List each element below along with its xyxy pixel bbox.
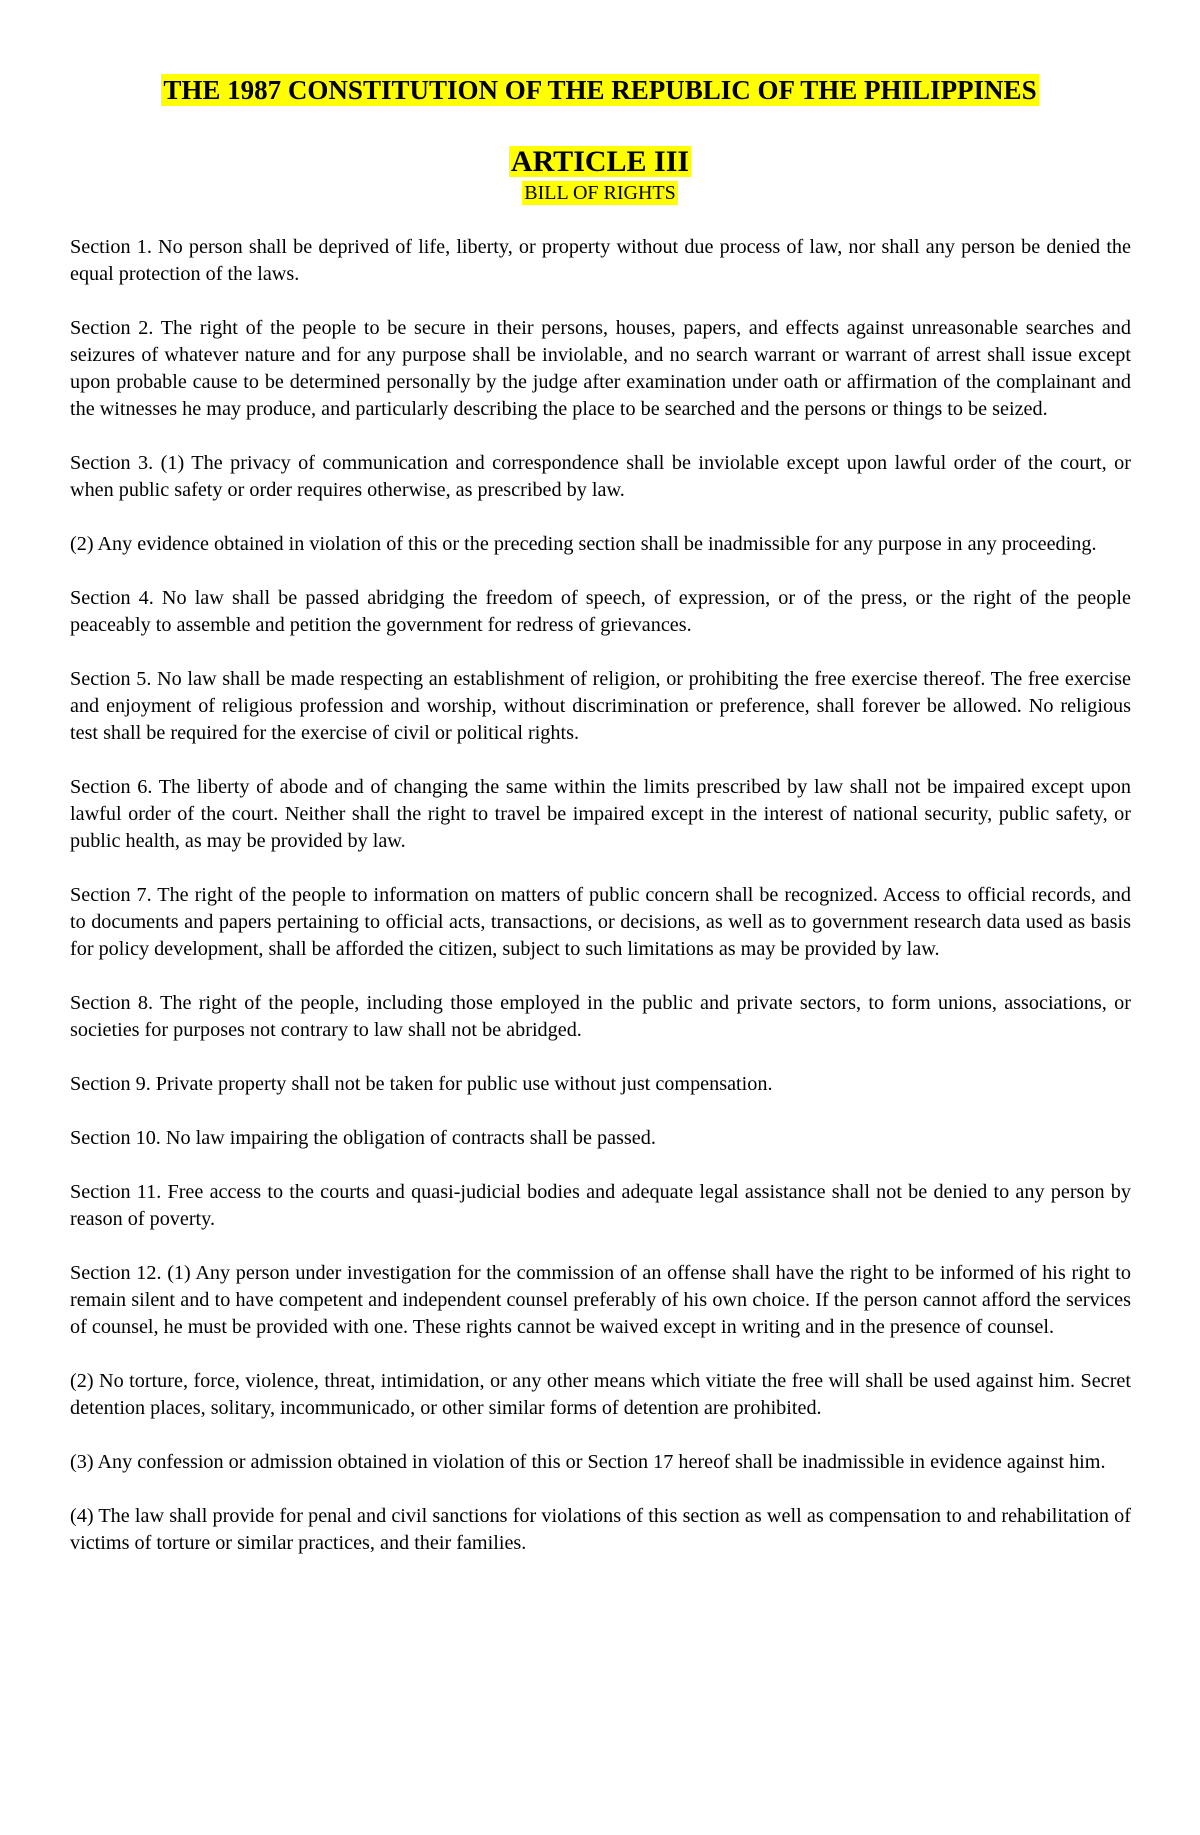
paragraph-section-12-3: (3) Any confession or admission obtained in violation of this or Section 17 hereof shall be inadmissible in evidence against him. bbox=[70, 1451, 1106, 1473]
paragraph-section-8: Section 8. The right of the people, including those employed in the public and private sectors, to form unions, associations, or societies for purposes not contrary to law shall not be abridged. bbox=[70, 992, 1131, 1041]
article-heading: ARTICLE III bbox=[510, 145, 690, 178]
paragraph-section-12-1: Section 12. (1) Any person under investigation for the commission of an offense shall have the right to be informed of his right to remain silent and to have competent and independent counsel preferably of his own choice. If the person cannot afford the services of counsel, he must be provided with one. These rights cannot be waived except in writing and in the presence of counsel. bbox=[70, 1262, 1131, 1338]
document-title: THE 1987 CONSTITUTION OF THE REPUBLIC OF THE PHILIPPINES bbox=[163, 75, 1037, 105]
paragraph-section-12-2: (2) No torture, force, violence, threat, intimidation, or any other means which vitiate the free will shall be used against him. Secret detention places, solitary, incommunicado, or other similar forms of detention are prohibited. bbox=[70, 1370, 1131, 1419]
paragraph-section-3-2: (2) Any evidence obtained in violation of this or the preceding section shall be inadmissible for any purpose in any proceeding. bbox=[70, 533, 1097, 555]
document-body bbox=[70, 234, 1131, 1584]
article-subtitle-block bbox=[0, 181, 1200, 205]
paragraph-section-1: Section 1. No person shall be deprived of life, liberty, or property without due process of law, nor shall any person be denied the equal protection of the laws. bbox=[70, 236, 1131, 285]
paragraph-section-10: Section 10. No law impairing the obligation of contracts shall be passed. bbox=[70, 1127, 656, 1149]
paragraph-section-7: Section 7. The right of the people to information on matters of public concern shall be recognized. Access to official records, and to documents and papers pertaining to official acts, transactions, or decisions, as well as to government research data used as basis for policy development, shall be afforded the citizen, subject to such limitations as may be provided by law. bbox=[70, 884, 1131, 960]
paragraph-section-11: Section 11. Free access to the courts and quasi-judicial bodies and adequate legal assistance shall not be denied to any person by reason of poverty. bbox=[70, 1181, 1131, 1230]
paragraph-section-12-4: (4) The law shall provide for penal and civil sanctions for violations of this section as well as compensation to and rehabilitation of victims of torture or similar practices, and their families. bbox=[70, 1505, 1131, 1554]
article-heading-block bbox=[0, 146, 1200, 177]
paragraph-section-9: Section 9. Private property shall not be taken for public use without just compensation. bbox=[70, 1073, 773, 1095]
paragraph-section-2: Section 2. The right of the people to be secure in their persons, houses, papers, and effects against unreasonable searches and seizures of whatever nature and for any purpose shall be inviolable, and no search warrant or warrant of arrest shall issue except upon probable cause to be determined personally by the judge after examination under oath or affirmation of the complainant and the witnesses he may produce, and particularly describing the place to be searched and the persons or things to be seized. bbox=[70, 317, 1131, 420]
paragraph-section-6: Section 6. The liberty of abode and of changing the same within the limits prescribed by law shall not be impaired except upon lawful order of the court. Neither shall the right to travel be impaired except in the interest of national security, public safety, or public health, as may be provided by law. bbox=[70, 776, 1131, 852]
paragraph-section-3-1: Section 3. (1) The privacy of communication and correspondence shall be inviolable except upon lawful order of the court, or when public safety or order requires otherwise, as prescribed by law. bbox=[70, 452, 1131, 501]
paragraph-section-4: Section 4. No law shall be passed abridging the freedom of speech, of expression, or of the press, or the right of the people peaceably to assemble and petition the government for redress of grievances. bbox=[70, 587, 1131, 636]
article-subtitle: BILL OF RIGHTS bbox=[524, 182, 676, 204]
paragraph-section-5: Section 5. No law shall be made respecting an establishment of religion, or prohibiting the free exercise thereof. The free exercise and enjoyment of religious profession and worship, without discrimination or preference, shall forever be allowed. No religious test shall be required for the exercise of civil or political rights. bbox=[70, 668, 1131, 744]
title-block bbox=[0, 74, 1200, 106]
